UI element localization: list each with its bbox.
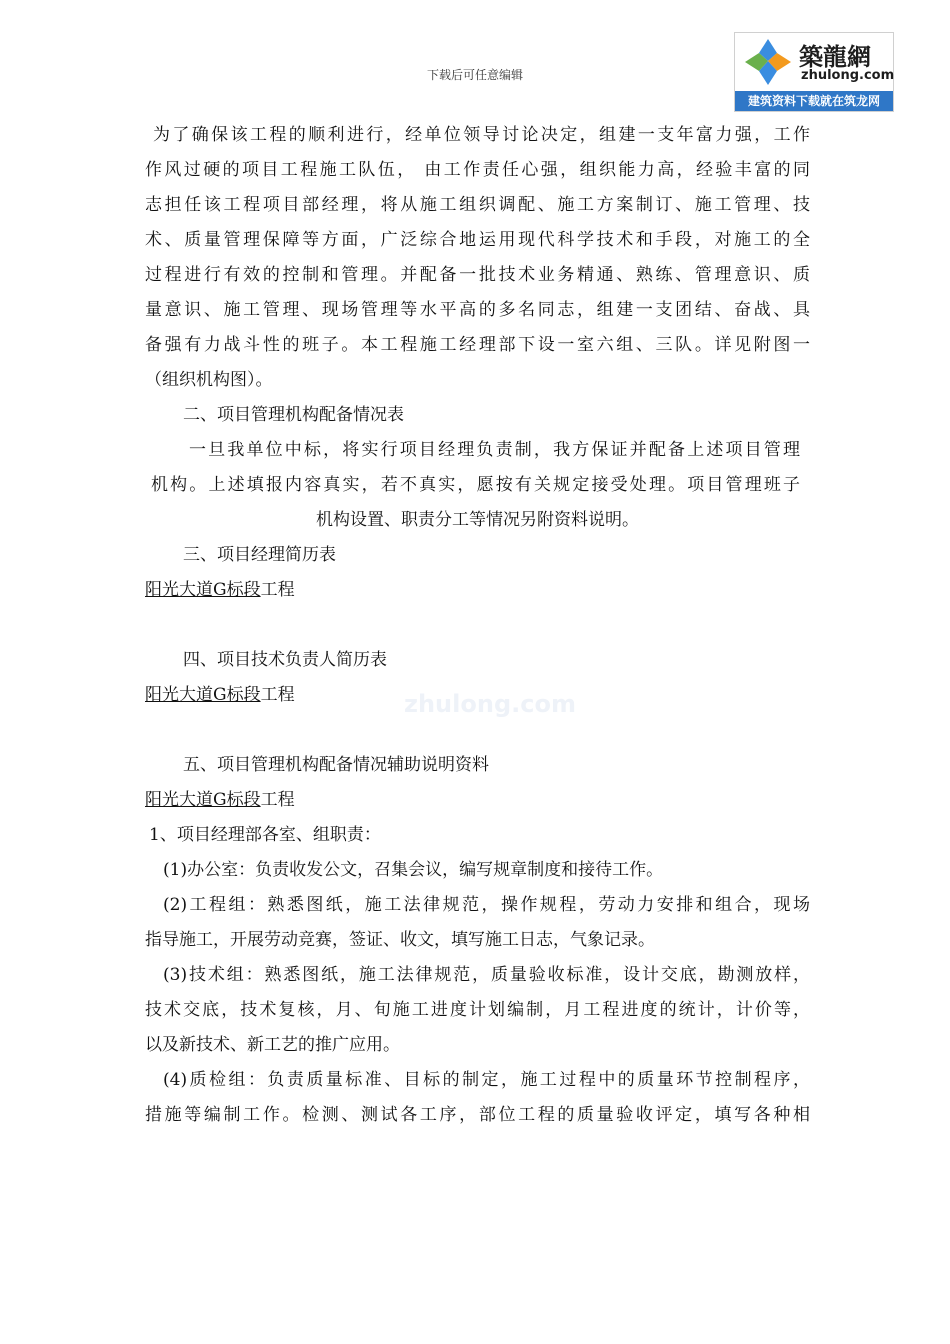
zhulong-emblem-icon — [739, 37, 797, 87]
zhulong-logo — [734, 32, 894, 112]
para1-line2: 作风过硬的项目工程施工队伍， 由工作责任心强，组织能力高，经验丰富的同 — [145, 160, 810, 180]
section-heading-5: 五、项目管理机构配备情况辅助说明资料 — [183, 755, 489, 775]
logo-domain: zhulong.com — [801, 68, 895, 83]
para1-line6: 量意识、施工管理、现场管理等水平高的多名同志，组建一支团结、奋战、具 — [145, 300, 810, 320]
para1-line4: 术、质量管理保障等方面，广泛综合地运用现代科学技术和手段，对施工的全 — [145, 230, 810, 250]
duty-quality-line1: (4)质检组：负责质量标准、目标的制定，施工过程中的质量环节控制程序， — [163, 1070, 810, 1090]
duty-engineering-line1: (2)工程组：熟悉图纸，施工法律规范，操作规程，劳动力安排和组合，现场 — [163, 895, 810, 915]
header-note: 下载后可任意编辑 — [426, 68, 523, 82]
logo-chinese-name: 築龍網 — [799, 43, 871, 71]
watermark: zhulong.com — [404, 690, 576, 718]
para2-line3: 机构设置、职责分工等情况另附资料说明。 — [316, 510, 639, 530]
duty-engineering-line2: 指导施工，开展劳动竞赛，签证、收文，填写施工日志，气象记录。 — [145, 930, 655, 950]
duty-technical-line3: 以及新技术、新工艺的推广应用。 — [145, 1035, 400, 1055]
para2-line2: 机构。上述填报内容真实，若不真实，愿按有关规定接受处理。项目管理班子 — [151, 475, 800, 495]
project-name-line-1 — [145, 573, 810, 608]
para1-line3: 志担任该工程项目部经理，将从施工组织调配、施工方案制订、施工管理、技 — [145, 195, 810, 215]
project-name-line-3 — [145, 783, 810, 818]
section-heading-2: 二、项目管理机构配备情况表 — [183, 405, 404, 425]
project-name-line-2 — [145, 678, 810, 713]
project-name-underlined: 阳光大道G标段 — [145, 580, 261, 600]
duty-quality-line2: 措施等编制工作。检测、测试各工序，部位工程的质量验收评定，填写各种相 — [145, 1105, 810, 1125]
project-name-suffix: 工程 — [260, 685, 295, 705]
duty-office: (1)办公室：负责收发公文，召集会议，编写规章制度和接待工作。 — [163, 860, 664, 880]
project-name-suffix: 工程 — [260, 790, 295, 810]
duty-technical-line1: (3)技术组：熟悉图纸，施工法律规范，质量验收标准，设计交底，勘测放样， — [163, 965, 810, 985]
project-name-underlined: 阳光大道G标段 — [145, 685, 261, 705]
para1-line1: 为了确保该工程的顺利进行，经单位领导讨论决定，组建一支年富力强，工作 — [153, 125, 810, 145]
logo-slogan: 建筑资料下载就在筑龙网 — [735, 91, 893, 111]
section-heading-4: 四、项目技术负责人简历表 — [183, 650, 387, 670]
para1-line5: 过程进行有效的控制和管理。并配备一批技术业务精通、熟练、管理意识、质 — [145, 265, 810, 285]
duty-technical-line2: 技术交底，技术复核，月、旬施工进度计划编制，月工程进度的统计，计价等， — [145, 1000, 810, 1020]
section-heading-3: 三、项目经理简历表 — [183, 545, 336, 565]
para2-line1: 一旦我单位中标，将实行项目经理负责制，我方保证并配备上述项目管理 — [189, 440, 800, 460]
para1-line8: （组织机构图）。 — [145, 370, 273, 390]
subsection-1: 1、项目经理部各室、组职责： — [149, 825, 381, 845]
project-name-suffix: 工程 — [260, 580, 295, 600]
para1-line7: 备强有力战斗性的班子。本工程施工经理部下设一室六组、三队。详见附图一 — [145, 335, 810, 355]
project-name-underlined: 阳光大道G标段 — [145, 790, 261, 810]
document-body — [145, 118, 810, 1133]
